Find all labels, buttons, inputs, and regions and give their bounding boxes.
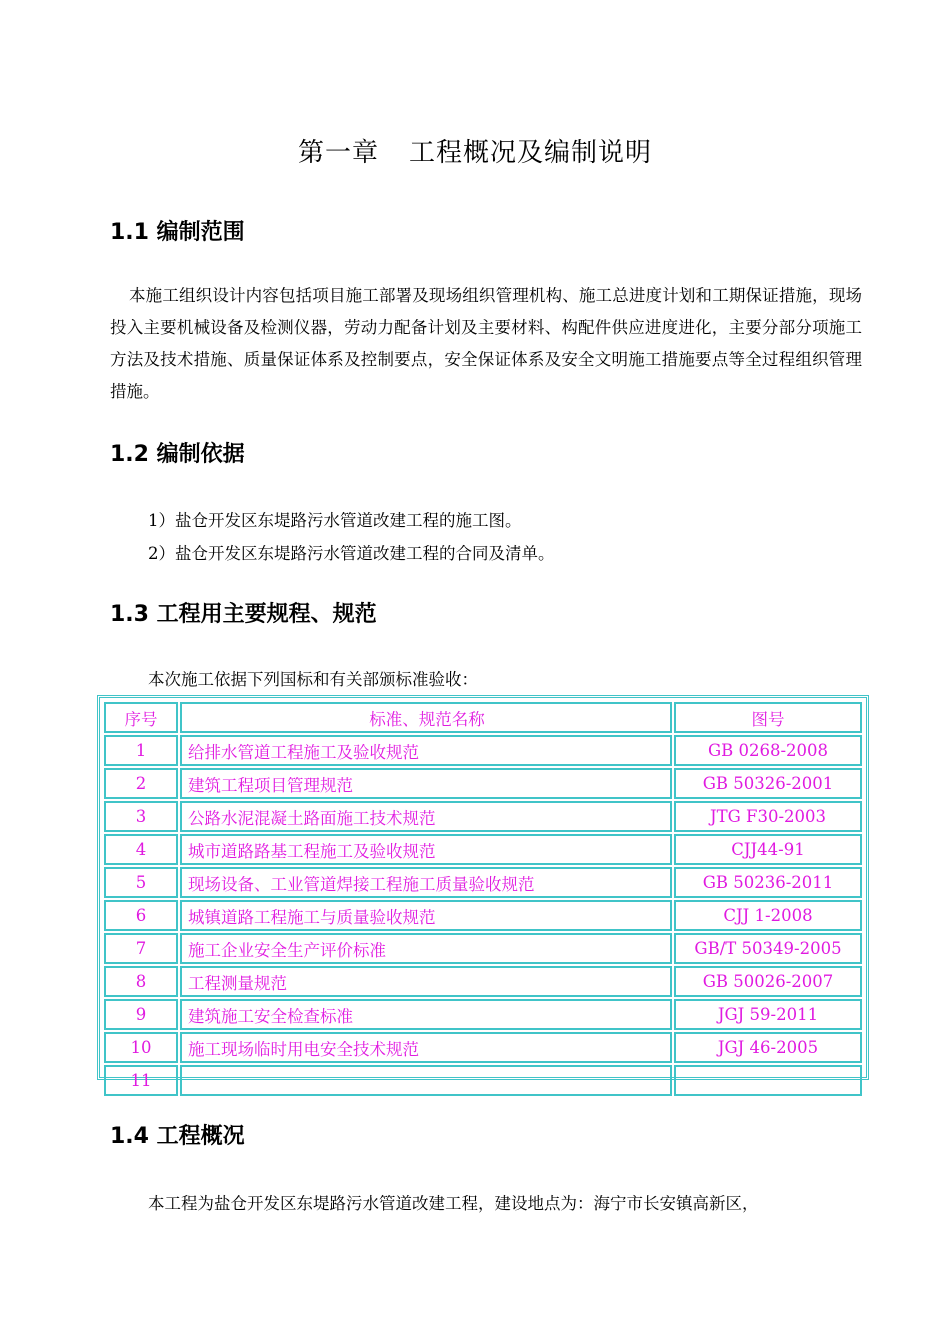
row-code: GB 50326-2001: [674, 768, 862, 799]
row-standard-name: [180, 1065, 672, 1096]
table-row: [104, 900, 862, 931]
section-heading-1-3: 1.3 工程用主要规程、规范: [110, 602, 377, 627]
header-name: 标准、规范名称: [180, 702, 672, 733]
table-row: [104, 1065, 862, 1096]
basis-item-2: 2）盐仓开发区东堤路污水管道改建工程的合同及清单。: [148, 544, 555, 563]
row-code: JGJ 46-2005: [674, 1032, 862, 1063]
section-heading-1-2: 1.2 编制依据: [110, 442, 245, 467]
table-row: [104, 867, 862, 898]
row-code: GB 0268-2008: [674, 735, 862, 766]
table-row: [104, 768, 862, 799]
row-index: 6: [104, 900, 178, 931]
row-index: 1: [104, 735, 178, 766]
row-standard-name: 施工企业安全生产评价标准: [180, 933, 672, 964]
section-heading-1-1: 1.1 编制范围: [110, 220, 245, 245]
row-index: 5: [104, 867, 178, 898]
table-row: [104, 801, 862, 832]
row-code: GB 50236-2011: [674, 867, 862, 898]
row-index: 11: [104, 1065, 178, 1096]
row-standard-name: 城市道路路基工程施工及验收规范: [180, 834, 672, 865]
row-standard-name: 施工现场临时用电安全技术规范: [180, 1032, 672, 1063]
row-index: 10: [104, 1032, 178, 1063]
table-row: [104, 966, 862, 997]
basis-item-1: 1）盐仓开发区东堤路污水管道改建工程的施工图。: [148, 511, 522, 530]
standards-intro: 本次施工依据下列国标和有关部颁标准验收：: [148, 670, 478, 689]
section-1-1-body: 本施工组织设计内容包括项目施工部署及现场组织管理机构、施工总进度计划和工期保证措施，现场投入主要机械设备及检测仪器，劳动力配备计划及主要材料、构配件供应进度进化，主要分部分项施工方法及技术措施、质量保证体系及控制要点，安全保证体系及安全文明施工措施要点等全过程组织管理措施。: [110, 286, 862, 401]
chapter-number: 第一章: [297, 138, 379, 168]
row-code: [674, 1065, 862, 1096]
row-index: 4: [104, 834, 178, 865]
table-header-row: [104, 702, 862, 733]
table-row: [104, 1032, 862, 1063]
header-index: 序号: [104, 702, 178, 733]
table-row: [104, 933, 862, 964]
row-index: 7: [104, 933, 178, 964]
row-standard-name: 建筑施工安全检查标准: [180, 999, 672, 1030]
row-code: JGJ 59-2011: [674, 999, 862, 1030]
row-standard-name: 现场设备、工业管道焊接工程施工质量验收规范: [180, 867, 672, 898]
chapter-name: 工程概况及编制说明: [409, 138, 653, 168]
section-1-4-body: 本工程为盐仓开发区东堤路污水管道改建工程，建设地点为：海宁市长安镇高新区，: [148, 1194, 759, 1213]
row-code: GB/T 50349-2005: [674, 933, 862, 964]
table-row: [104, 735, 862, 766]
row-standard-name: 城镇道路工程施工与质量验收规范: [180, 900, 672, 931]
row-code: CJJ 1-2008: [674, 900, 862, 931]
table-row: [104, 834, 862, 865]
chapter-title: [0, 132, 950, 169]
row-standard-name: 公路水泥混凝土路面施工技术规范: [180, 801, 672, 832]
row-index: 8: [104, 966, 178, 997]
row-index: 3: [104, 801, 178, 832]
row-standard-name: 给排水管道工程施工及验收规范: [180, 735, 672, 766]
row-standard-name: 建筑工程项目管理规范: [180, 768, 672, 799]
row-index: 9: [104, 999, 178, 1030]
table-row: [104, 999, 862, 1030]
row-standard-name: 工程测量规范: [180, 966, 672, 997]
row-index: 2: [104, 768, 178, 799]
header-code: 图号: [674, 702, 862, 733]
section-heading-1-4: 1.4 工程概况: [110, 1124, 245, 1149]
row-code: JTG F30-2003: [674, 801, 862, 832]
row-code: GB 50026-2007: [674, 966, 862, 997]
standards-table: [97, 695, 869, 1090]
row-code: CJJ44-91: [674, 834, 862, 865]
